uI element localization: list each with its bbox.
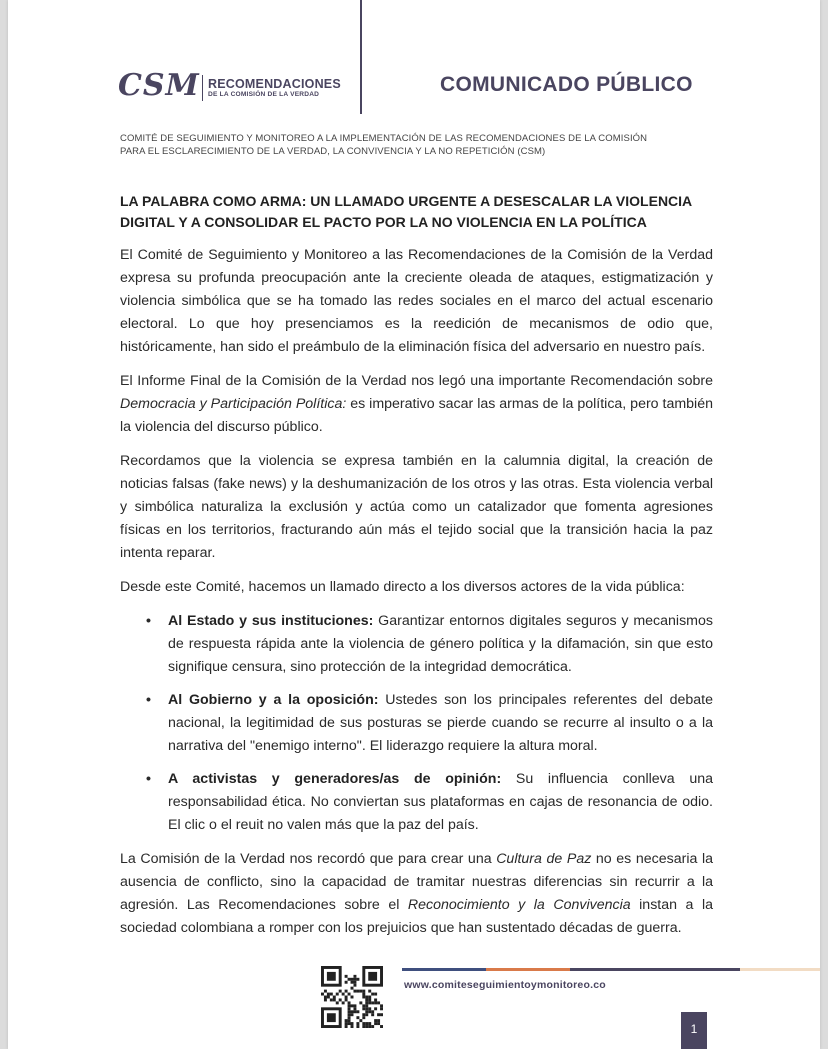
paragraph-5-text-c: instan a la sociedad colombiana a romper con los prejuicios que han sustentado décadas de guerra. [120,897,713,936]
footer-color-bar-2 [486,968,570,971]
paragraph-5-emphasis-1: Cultura de Paz [496,851,592,867]
paragraph-2-text-a: El Informe Final de la Comisión de la Verdad nos legó una importante Recomendación sobre [120,373,713,389]
list-item-lead: Al Gobierno y a la oposición: [168,692,379,708]
logo-subtitle: DE LA COMISIÓN DE LA VERDAD [208,91,320,98]
appeal-list [120,610,713,837]
document-type-title: COMUNICADO PÚBLICO [440,73,693,96]
paragraph-5-text-a: La Comisión de la Verdad nos recordó que para crear una [120,851,497,867]
footer-color-bar-3 [570,968,740,971]
paragraph-2-emphasis: Democracia y Participación Política: [120,396,347,412]
paragraph-1: El Comité de Seguimiento y Monitoreo a las Recomendaciones de la Comisión de la Verdad expresa su profunda preocupación ante la creciente oleada de ataques, estigmatización y violencia simbólica que se ha tomado las redes sociales en el marco del actual escenario electoral. Lo que hoy presenciamos es la reedición de mecanismos de odio que, históricamente, han sido el preámbulo de la eliminación física del adversario en nuestro país. [120,247,713,355]
csm-logo-mark: CSM [118,68,200,103]
website-url: www.comiteseguimientoymonitoreo.co [404,979,606,991]
paragraph-4: Desde este Comité, hacemos un llamado directo a los diversos actores de la vida pública: [120,579,685,595]
bullet-marker: • [146,692,151,708]
committee-line-1: COMITÉ DE SEGUIMIENTO Y MONITOREO A LA IMPLEMENTACIÓN DE LAS RECOMENDACIONES DE LA COMISIÓN [120,133,648,144]
bullet-marker: • [146,771,151,787]
paragraph-5 [120,848,713,940]
list-item [146,610,713,679]
list-item-text: Su influencia conlleva una responsabilidad ética. No conviertan sus plataformas en cajas de resonancia de odio. El clic o el reuit no valen más que la paz del país. [168,771,713,833]
headline: LA PALABRA COMO ARMA: UN LLAMADO URGENTE A DESESCALAR LA VIOLENCIA DIGITAL Y A CONSOLIDAR EL PACTO POR LA NO VIOLENCIA EN LA POLÍTICA [120,193,692,230]
paragraph-2-text-b: es imperativo sacar las armas de la política, pero también la violencia del discurso público. [120,396,713,435]
paragraph-5-text-b: no es necesaria la ausencia de conflicto, sino la capacidad de tramitar nuestras diferencias sin recurrir a la agresión. Las Recomendaciones sobre el [120,851,713,913]
list-item-lead: Al Estado y sus instituciones: [168,613,374,629]
document-body [120,244,713,951]
list-item [146,689,713,758]
header-divider [360,0,362,114]
list-item [146,768,713,837]
qr-code-icon [321,966,383,1028]
paragraph-5-emphasis-2: Reconocimiento y la Convivencia [407,897,631,913]
list-item-text: Garantizar entornos digitales seguros y mecanismos de respuesta rápida ante la violencia de género política y la difamación, sin que esto signifique censura, sino protección de la integridad democrática. [168,613,713,675]
document-page [8,0,820,1049]
footer-color-bar-1 [402,968,486,971]
logo-title: RECOMENDACIONES [208,77,341,91]
page-number: 1 [681,1012,707,1049]
footer-color-bar-4 [740,968,820,971]
list-item-lead: A activistas y generadores/as de opinión: [168,771,502,787]
bullet-marker: • [146,613,151,629]
list-item-text: Ustedes son los principales referentes del debate nacional, la legitimidad de sus posturas se pierde cuando se recurre al insulto o a la narrativa del "enemigo interno". El liderazgo requiere la altura moral. [168,692,713,754]
committee-name [120,132,720,158]
logo-separator [202,75,203,101]
committee-line-2: PARA EL ESCLARECIMIENTO DE LA VERDAD, LA CONVIVENCIA Y LA NO REPETICIÓN (CSM) [120,146,546,157]
paragraph-3: Recordamos que la violencia se expresa también en la calumnia digital, la creación de noticias falsas (fake news) y la deshumanización de los otros y las otras. Esta violencia verbal y simbólica naturaliza la exclusión y actúa como un catalizador que fomenta agresiones físicas en los territorios, fracturando aún más el tejido social que la transición hacia la paz intenta reparar. [120,453,713,561]
paragraph-2 [120,370,713,439]
